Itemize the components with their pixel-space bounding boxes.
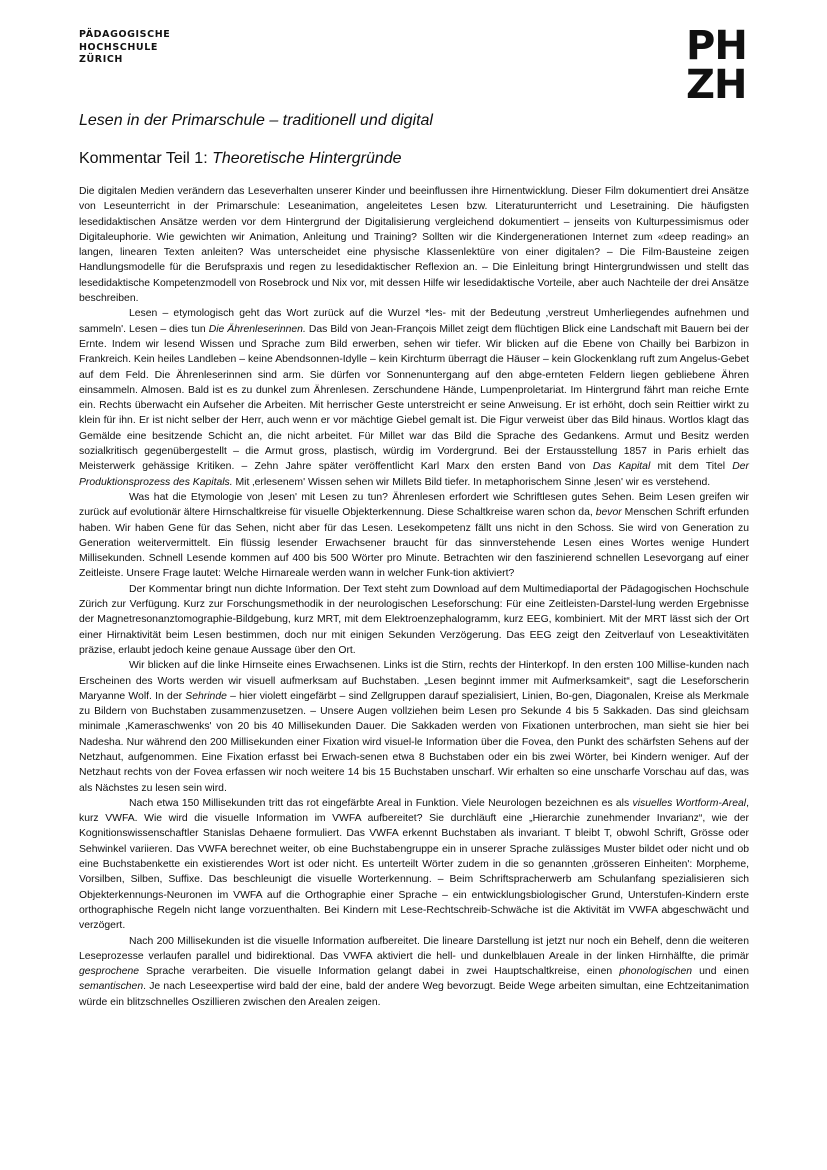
italic-text: visuelles Wortform-Areal: [632, 797, 747, 809]
paragraph-text: Das Bild von Jean-François Millet zeigt dem flüchtigen Blick eine Landschaft mit Bauern bei der Ernte. Indem wir lesend Wissen und Sprache zum Bild erwerben, sehen wir tiefer. Wir blicken auf die Ebene von Chailly bei Barbizon in Frankreich. Kein heiles Landleben – keine Abendsonnen-Idylle – kein Kirchturm überragt die Häuser – kein Glockenklang ruft zum Angelus-Gebet auf dem Feld. Die Ährenleserinnen sind arm. Sie dürfen vor Sonnenuntergang auf den abge-ernteten Feldern liegen gebliebene Ähren einsammeln. Almosen. Bald ist es zu dunkel zum Ährenlesen. Zerschundene Hände, Lumpenproletariat. Im Hintergrund fährt man reiche Ernte ein. Rechts überwacht ein Aufseher die Arbeiten. Mit herrischer Geste unterstreicht er seine Anweisung. Er ist erhöht, doch sein Reittier wirkt zu klein für ihn. Er ist nicht selber der Herr, auch wenn er vor mächtige Giebel gemalt ist. Die Figur verweist über das Bild hinaus. Wortlos klagt das Gemälde eine besitzende Schicht an, die nicht arbeitet. Für Millet war das Bild die Sprache des Gedankens. Armut und Besitz werden sozialkritisch gegenübergestellt – die Armut gross, plastisch, würdig im Vordergrund. Bei der Erstausstellung 1857 in Paris erhielt das Meisterwerk gehässige Kritiken. – Zehn Jahre später veröffentlicht Karl Marx den ersten Band von: [79, 323, 749, 473]
paragraph-text: Nach etwa 150 Millisekunden tritt das rot eingefärbte Areal in Funktion. Viele Neurologen bezeichnen es als: [129, 797, 633, 809]
body-paragraph: [79, 582, 749, 658]
paragraph-text: – hier violett eingefärbt – sind Zellgruppen darauf spezialisiert, Linien, Bo-gen, Diagonalen, Kreise als Merkmale zu Bildern von Buchstaben zusammenzusetzen. – Unsere Augen vollziehen beim Lesen pro Sekunde 4 bis 5 Sakkaden. Das sind gleichsam minimale ‚Kameraschwenks' von 20 bis 40 Millisekunden Dauer. Die Sakkaden werden von Fixationen unterbrochen, man sieht sie hier bei Nadesha. Nur während den 200 Millisekunden einer Fixation wird visuel-le Information über die Fovea, den Punkt des schärfsten Sehens auf der Netzhaut, aufgenommen. Eine Fixation erfasst bei Erwach-senen etwa 8 Buchstaben oder ein bis zwei Wörter, bei Kindern weniger. Auf der Netzhaut rechts von der Fovea erfassen wir noch weitere 14 bis 15 Buchstaben unscharf. Wir erhalten so eine unscharfe Vorschau auf das, was als Nächstes zu lesen sein wird.: [79, 690, 749, 794]
logo-line: PH: [686, 23, 747, 69]
paragraph-text: Der Kommentar bringt nun dichte Information. Der Text steht zum Download auf dem Multimediaportal der Pädagogischen Hochschule Zürich zur Verfügung. Kurz zur Forschungsmethodik in der neurologischen Leseforschung: Für eine Zeitleisten-Darstel-lung werden Ergebnisse der Magnetresonanztomographie-Bildgebung, kurz MRT, mit dem Elektroenzephalogramm, kurz EEG, kombiniert. Mit der MRT lässt sich der Ort einer Hirnaktivität beim Lesen bestimmen, doch nur mit einigen Sekunden Verzögerung. Das EEG zeigt den Zeitverlauf von Leseaktivitäten präzise, erlaubt jedoch keine genaue Aussage über den Ort.: [79, 583, 749, 656]
italic-text: Der Produktionsprozess des Kapitals.: [79, 461, 749, 488]
subtitle-italic: Theoretische Hintergründe: [212, 150, 402, 167]
logo-line: ZH: [686, 62, 747, 108]
body-paragraph: [79, 490, 749, 582]
paragraph-text: Nach 200 Millisekunden ist die visuelle Information aufbereitet. Die lineare Darstellung ist jetzt nur noch ein Behelf, denn die weiteren Leseprozesse verlaufen parallel und bidirektional. Das VWFA aktiviert die hell- und dunkelblauen Areale in der linken Hirnhälfte, die primär: [79, 935, 749, 962]
institution-line: HOCHSCHULE: [79, 41, 158, 53]
paragraph-text: mit dem Titel: [650, 461, 733, 473]
phzh-logo: [686, 23, 750, 108]
paragraph-text: Sprache verarbeiten. Die visuelle Information gelangt dabei in zwei Hauptschaltkreise, einen: [139, 966, 620, 978]
document-subtitle: [79, 150, 402, 168]
body-paragraph: [79, 934, 749, 1010]
italic-text: semantischen: [79, 981, 144, 993]
body-paragraph: [79, 184, 749, 306]
subtitle-prefix: Kommentar Teil 1:: [79, 150, 213, 167]
italic-text: Die Ährenleserinnen.: [208, 323, 306, 335]
paragraph-text: . Je nach Leseexpertise wird bald der eine, bald der andere Weg bevorzugt. Beide Wege arbeiten simultan, eine Echtzeitanimation würde ein blitzschnelles Oszillieren zwischen den Arealen zeigen.: [79, 981, 749, 1008]
institution-name: [79, 29, 170, 67]
paragraph-text: Was hat die Etymologie von ‚lesen' mit Lesen zu tun? Ährenlesen erfordert wie Schriftlesen gutes Sehen. Beim Lesen greifen wir zurück auf evolutionär ältere Hirnschaltkreise für visuelle Objekterkennung. Diese Schaltkreise waren schon da,: [79, 491, 749, 519]
italic-text: Das Kapital: [592, 461, 651, 473]
institution-line: ZÜRICH: [79, 54, 123, 65]
paragraph-text: Menschen Schrift erfunden haben. Wir haben Gene für das Sehen, nicht aber für das Lesen. Lesekompetenz fällt uns nicht in den Schoss. Sie wird von Generation zu Generation weitervermittelt. Ein flüssig lesender Erwachsener braucht für das sinnverstehende Lesen eines Wortes wenige Hundert Millisekunden. Schnell Lesende kommen auf 400 bis 500 Wörter pro Minute. Betrachten wir den faszinierend schnellen Lesevorgang auf einer Zeitleiste. Unsere Frage lautet: Welche Hirnareale werden wann in welcher Funk-tion aktiviert?: [79, 507, 749, 580]
body-paragraph: [79, 658, 749, 796]
body-paragraph: [79, 796, 749, 934]
paragraph-text: Die digitalen Medien verändern das Leseverhalten unserer Kinder und beeinflussen ihre Hirnentwicklung. Dieser Film dokumentiert drei Ansätze von Leseunterricht in der Primarschule: Leseanimation, angeleitetes Lesen bzw. Literaturunterricht und Lesetraining. Die häufigsten lesedidaktischen Ansätze werden vor dem Hintergrund der Digitalisierung vergleichend dokumentiert – jenseits von Kulturpessimismus oder Digitaleuphorie. Wie gewichten wir Animation, Anleitung und Training? Sollten wir die Kindergenerationen Internet zum «deep reading» an langen, linearen Texten anleiten? Was unterscheidet eine physische Klassenlektüre von einer digitalen? – Die Film-Bausteine zeigen Handlungsmodelle für die Berufspraxis und regen zu lesedidaktischer Reflexion an. – Die Einleitung bringt Hintergrundwissen und stellt das lesedidaktische Kompetenzmodell von Rosebrock und Nix vor, mit dessen Hilfe wir lesedidaktische Vorteile, aber auch Nachteile der drei Ansätze beschreiben.: [79, 186, 749, 305]
paragraph-text: Wir blicken auf die linke Hirnseite eines Erwachsenen. Links ist die Stirn, rechts der Hinterkopf. In den ersten 100 Millise-kunden nach Erscheinen des Worts werden wir visuell aufmerksam auf Buchstaben. „Lesen beginnt immer mit Aufmerksamkeit“, sagt die Leseforscherin Maryanne Wolf. In der: [79, 660, 749, 702]
institution-line: PÄDAGOGISCHE: [79, 29, 171, 40]
paragraph-text: Lesen – etymologisch geht das Wort zurück auf die Wurzel *les- mit der Bedeutung ‚verstreut Umherliegendes aufnehmen und sammeln'. Lesen – dies tun: [79, 308, 749, 335]
italic-text: Sehrinde: [185, 690, 227, 702]
body-text: [79, 184, 749, 1010]
paragraph-text: , kurz VWFA. Wie wird die visuelle Information im VWFA aufbereitet? Sie durchläuft eine „Hierarchie zunehmender Invarianz“, wie der Kognitionswissenschaftler Stanislas Dehaene formuliert. Das VWFA erkennt Buchstaben als invariant. T bleibt T, obwohl Schrift, Grösse oder Sehwinkel variieren. Das VWFA berechnet weiter, ob eine Buchstabengruppe ein in unserer Sprache zulässiges Muster bildet oder nicht und ob eine Buchstabenkette ein existierendes Wort ist oder nicht. Es unterteilt Wörter zudem in die so genannten ‚grösseren Einheiten': Morpheme, Vorsilben, Silben, Suffixe. Das beschleunigt die visuelle Worterkennung. – Beim Schriftspracherwerb am Schulanfang spezialisieren sich Objekterkennungs-Neuronen im VWFA auf die Orthographie einer Sprache – ein entwicklungsbiologischer Grund, Unterstufen-Kindern erste orthographische Regeln nicht lange vorzuenthalten. Bei Kindern mit Lese-Rechtschreib-Schwäche ist die Aktivität im VWFA abgeschwächt und verzögert.: [79, 797, 749, 932]
document-title: Lesen in der Primarschule – traditionell und digital: [79, 112, 433, 129]
paragraph-text: Mit ‚erlesenem' Wissen sehen wir Millets Bild tiefer. In metaphorischem Sinne ‚lesen' wir es verstehend.: [232, 476, 711, 488]
italic-text: gesprochene: [79, 966, 140, 978]
italic-text: phonologischen: [619, 966, 693, 978]
paragraph-text: und einen: [692, 966, 749, 978]
body-paragraph: [79, 306, 749, 490]
italic-text: bevor: [595, 507, 622, 519]
